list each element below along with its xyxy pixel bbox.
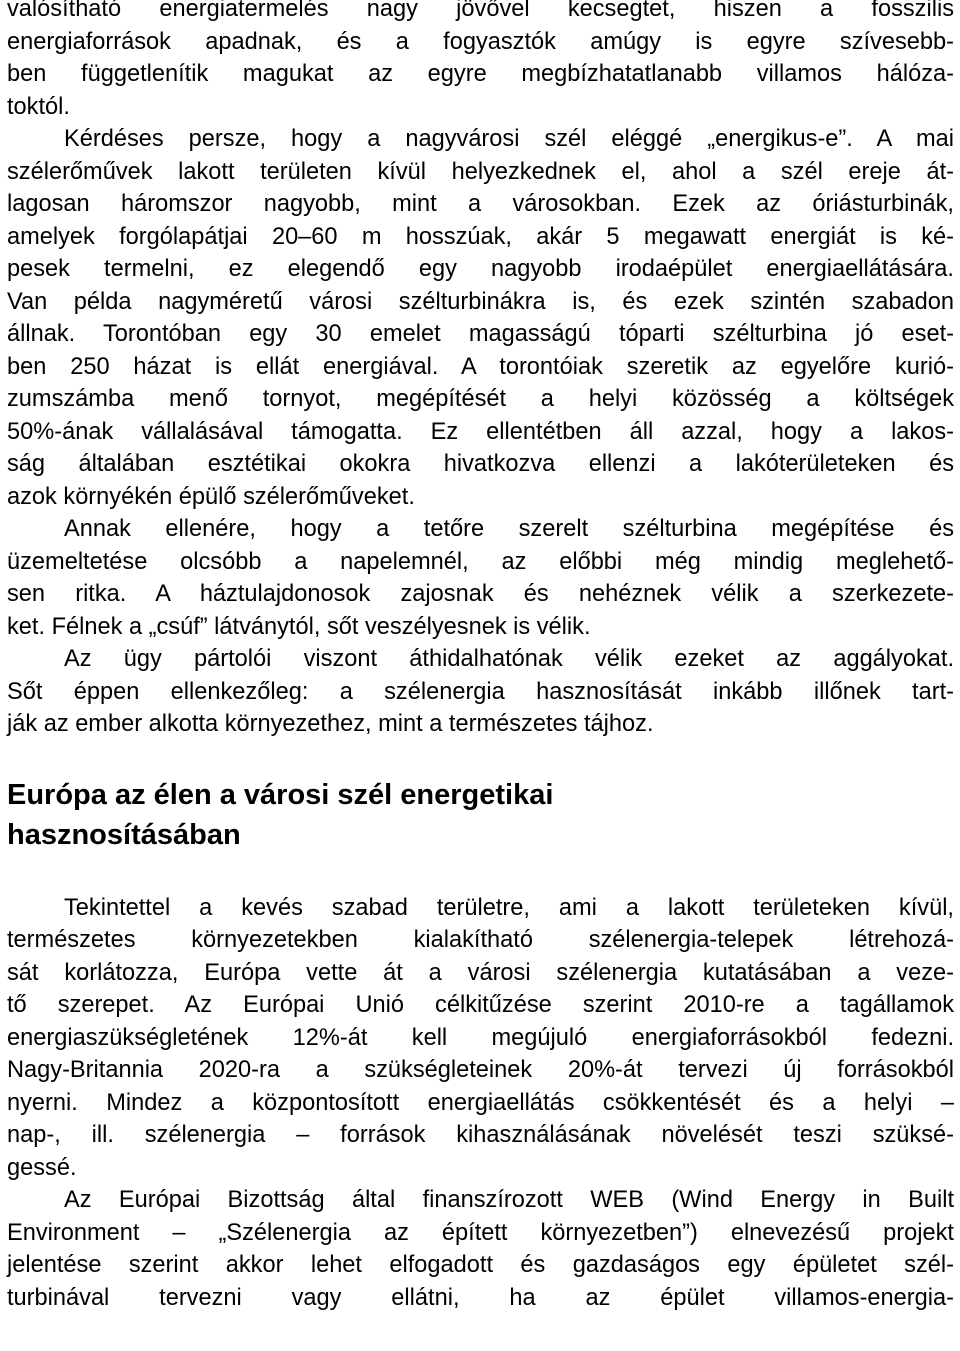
text-line: lagosan háromszor nagyobb, mint a városokban. Ezek az óriásturbinák, (7, 191, 954, 217)
text-line: üzemeltetése olcsóbb a napelemnél, az előbbi még mindig meglehető- (7, 548, 954, 575)
text-line: Kérdéses persze, hogy a nagyvárosi szél eléggé „energikus-e”. A mai (64, 126, 954, 152)
text-line: Az Európai Bizottság által finanszírozott WEB (Wind Energy in Built (64, 1187, 954, 1213)
paragraph (7, 892, 954, 1185)
text-line: nyerni. Mindez a központosított energiaellátás csökkentését és a helyi – (7, 1089, 954, 1116)
text-line: 50%-ának vállalásával támogatta. Ez ellentétben áll azzal, hogy a lakos- (7, 418, 954, 445)
paragraph (7, 0, 954, 123)
text-line: állnak. Torontóban egy 30 emelet magasságú tóparti szélturbina jó eset- (7, 321, 954, 347)
text-line: Environment – „Szélenergia az épített környezetben”) elnevezésű projekt (7, 1219, 954, 1246)
text-line: Nagy-Britannia 2020-ra a szükségleteinek 20%-át tervezi új forrásokból (7, 1057, 954, 1083)
text-line: ket. Félnek a „csúf” látványtól, sőt veszélyesnek is vélik. (7, 613, 591, 640)
text-line: sát korlátozza, Európa vette át a városi szélenergia kutatásában a veze- (7, 959, 954, 986)
text-line: valósítható energiatermelés nagy jövővel kecsegtet, hiszen a fosszilis (7, 0, 954, 22)
text-line: ben függetlenítik magukat az egyre megbízhatatlanabb villamos hálóza- (7, 61, 954, 87)
paragraph (7, 513, 954, 643)
text-line: ság általában esztétikai okokra hivatkozva ellenzi a lakóterületeken és (7, 451, 954, 477)
paragraph (7, 123, 954, 513)
text-line: toktól. (7, 93, 70, 120)
text-line: amelyek forgólapátjai 20–60 m hosszúak, akár 5 megawatt energiát is ké- (7, 223, 954, 250)
text-line: Sőt éppen ellenkezőleg: a szélenergia hasznosítását inkább illőnek tart- (7, 678, 954, 705)
text-line: turbinával tervezni vagy ellátni, ha az épület villamos-energia- (7, 1284, 954, 1311)
text-line: sen ritka. A háztulajdonosok zajosnak és nehéznek vélik a szerkezete- (7, 581, 954, 607)
text-line: energiaszükségletének 12%-át kell megújuló energiaforrásokból fedezni. (7, 1024, 954, 1051)
text-line: szélerőművek lakott területen kívül helyezkednek el, ahol a szél ereje át- (7, 158, 954, 185)
spacer (7, 741, 954, 775)
paragraph (7, 643, 954, 741)
paragraph (7, 1184, 954, 1314)
body-text-bottom (7, 892, 954, 1315)
spacer (7, 855, 954, 892)
heading-line-2: hasznosításában (7, 818, 241, 851)
text-line: természetes környezetekben kialakítható szélenergia-telepek létrehozá- (7, 927, 954, 953)
text-line: pesek termelni, ez elegendő egy nagyobb irodaépület energiaellátására. (7, 256, 954, 282)
section-heading (7, 775, 954, 855)
text-line: ják az ember alkotta környezethez, mint a természetes tájhoz. (7, 711, 654, 737)
text-line: jelentése szerint akkor lehet elfogadott és gazdaságos egy épületet szél- (7, 1252, 954, 1278)
text-line: Annak ellenére, hogy a tetőre szerelt szélturbina megépítése és (64, 516, 954, 542)
heading-line-1: Európa az élen a városi szél energetikai (7, 778, 554, 811)
body-text-top (7, 0, 954, 741)
text-line: gessé. (7, 1154, 77, 1181)
text-line: energiaforrások apadnak, és a fogyasztók amúgy is egyre szívesebb- (7, 28, 954, 55)
text-line: Az ügy pártolói viszont áthidalhatónak vélik ezeket az aggályokat. (64, 646, 954, 672)
text-line: ben 250 házat is ellát energiával. A torontóiak szeretik az egyelőre kurió- (7, 353, 954, 380)
text-line: Van példa nagyméretű városi szélturbinákra is, és ezek szintén szabadon (7, 288, 954, 315)
text-line: nap-, ill. szélenergia – források kihasználásának növelését teszi szüksé- (7, 1122, 954, 1148)
text-line: Tekintettel a kevés szabad területre, ami a lakott területeken kívül, (64, 894, 954, 921)
text-line: azok környékén épülő szélerőműveket. (7, 483, 415, 510)
text-line: tő szerepet. Az Európai Unió célkitűzése szerint 2010-re a tagállamok (7, 992, 954, 1018)
text-line: zumszámba menő tornyot, megépítését a helyi közösség a költségek (7, 386, 954, 412)
